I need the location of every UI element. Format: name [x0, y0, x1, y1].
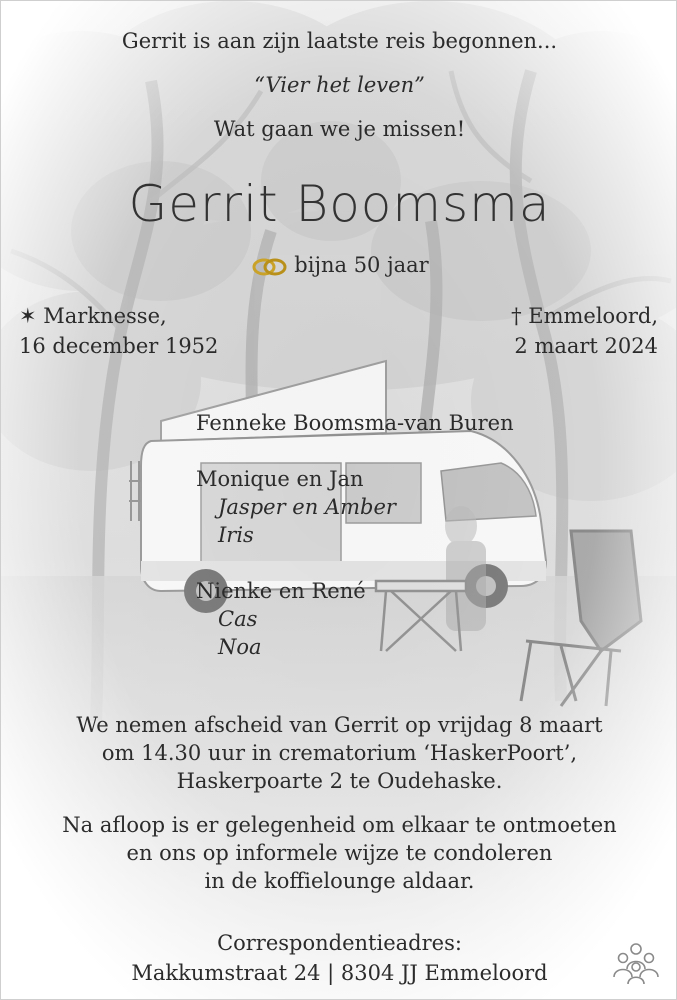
- spouse-name: Fenneke Boomsma-van Buren: [196, 411, 514, 435]
- child-1: Monique en Jan: [196, 467, 364, 491]
- opening-line: Gerrit is aan zijn laatste reis begonnen...: [121, 29, 558, 53]
- death-date: 2 maart 2024: [514, 334, 658, 358]
- motto-quote: “Vier het leven”: [254, 73, 425, 97]
- child-2: Nienke en René: [196, 579, 366, 603]
- grandchild-2b: Noa: [218, 635, 262, 659]
- grandchild-1b: Iris: [218, 523, 254, 547]
- family-group-icon: [610, 941, 662, 985]
- service-line-2: om 14.30 uur in crematorium ‘HaskerPoort’,: [101, 741, 578, 765]
- service-line-1: We nemen afscheid van Gerrit op vrijdag 8 maart: [76, 713, 603, 737]
- address-value: Makkumstraat 24 | 8304 JJ Emmeloord: [131, 961, 548, 985]
- grandchild-2a: Cas: [218, 607, 258, 631]
- address-label: Correspondentieadres:: [217, 931, 462, 955]
- deceased-name: Gerrit Boomsma: [128, 175, 551, 233]
- reception-line-2: en ons op informele wijze te condoleren: [126, 841, 553, 865]
- birth-info: [19, 301, 218, 361]
- missing-line: Wat gaan we je missen!: [213, 117, 466, 141]
- marriage-text: bijna 50 jaar: [294, 253, 429, 277]
- reception-line-3: in de koffielounge aldaar.: [204, 869, 475, 893]
- reception-line-1: Na afloop is er gelegenheid om elkaar te ontmoeten: [62, 813, 617, 837]
- grandchild-1a: Jasper en Amber: [218, 495, 396, 519]
- birth-place: ✶ Marknesse,: [19, 304, 167, 328]
- marriage-duration: [1, 251, 677, 279]
- death-info: [511, 301, 658, 361]
- death-place: † Emmeloord,: [511, 304, 658, 328]
- birth-date: 16 december 1952: [19, 334, 219, 358]
- service-line-3: Haskerpoarte 2 te Oudehaske.: [176, 769, 503, 793]
- wedding-rings-icon: [250, 255, 290, 279]
